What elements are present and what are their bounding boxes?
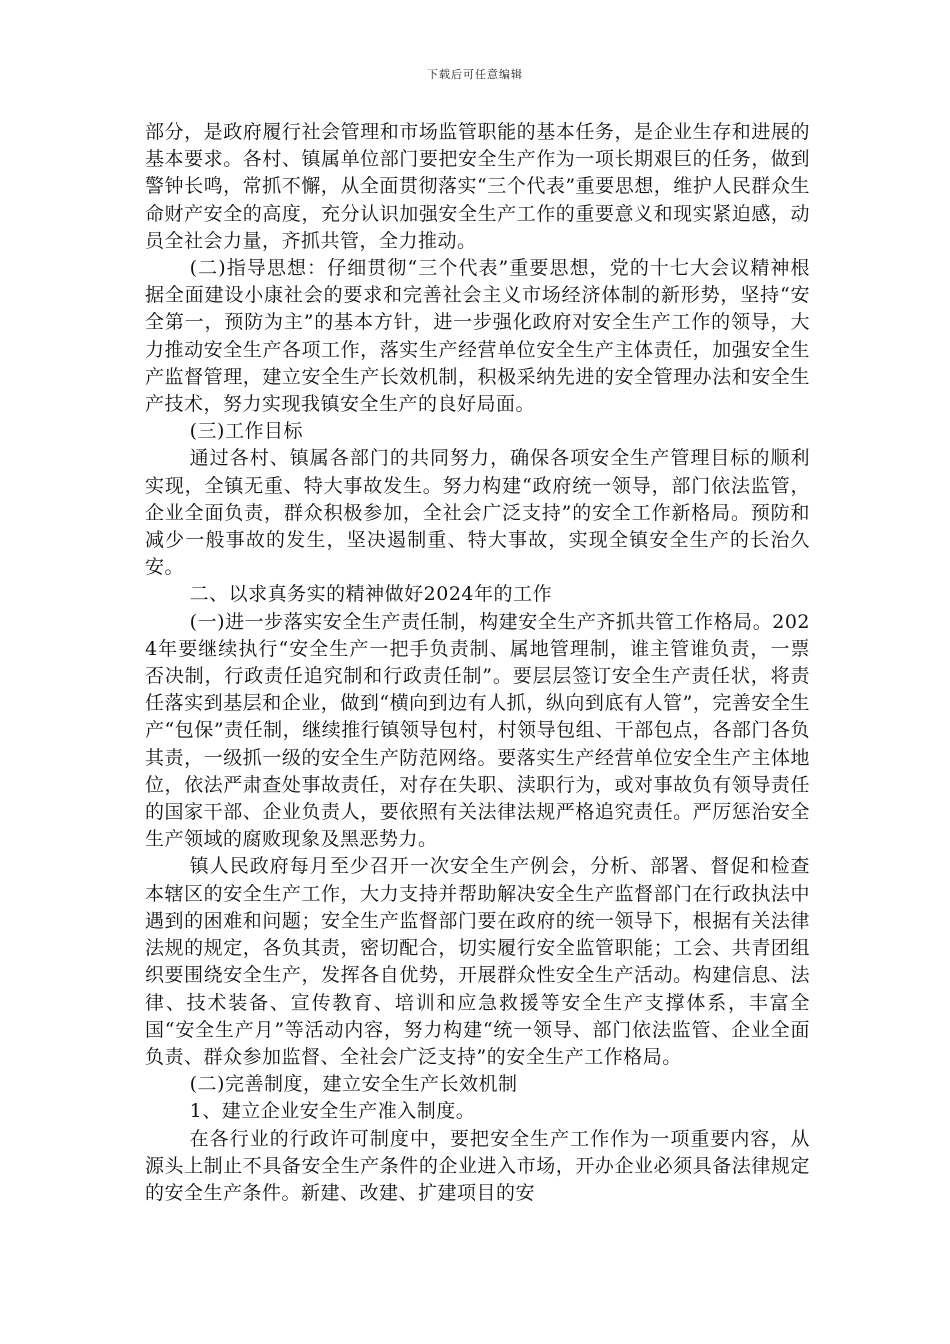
heading-improve-system: (二)完善制度，建立安全生产长效机制 xyxy=(189,1073,518,1096)
paragraph-work-goal: 通过各村、镇属各部门的共同努力，确保各项安全生产管理目标的顺利实现，全镇无重、特大事故发生。努力构建“政府统一领导，部门依法监管，企业全面负责，群众积极参加，全社会广泛支持”的安全工作新格局。预防和减少一般事故的发生，坚决遏制重、特大事故，实现全镇安全生产的长治久安。 xyxy=(145,447,810,579)
document-body xyxy=(145,119,810,1207)
section-heading-2: 二、以求真务实的精神做好2024年的工作 xyxy=(189,583,552,606)
subheading-access-system: 1、建立企业安全生产准入制度。 xyxy=(189,1100,476,1123)
paragraph-government-meeting: 镇人民政府每月至少召开一次安全生产例会，分析、部署、督促和检查本辖区的安全生产工作，大力支持并帮助解决安全生产监督部门在行政执法中遇到的困难和问题；安全生产监督部门要在政府的统一领导下，根据有关法律法规的规定，各负其责，密切配合，切实履行安全监管职能；工会、共青团组织要围绕安全生产，发挥各自优势，开展群众性安全生产活动。构建信息、法律、技术装备、宣传教育、培训和应急救援等安全生产支撑体系，丰富全国“安全生产月”等活动内容，努力构建“统一领导、部门依法监管、企业全面负责、群众参加监督、全社会广泛支持”的安全生产工作格局。 xyxy=(145,855,810,1068)
heading-work-goal: (三)工作目标 xyxy=(189,420,303,443)
paragraph-responsibility: (一)进一步落实安全生产责任制，构建安全生产齐抓共管工作格局。2024年要继续执行“安全生产一把手负责制、属地管理制，谁主管谁负责，一票否决制，行政责任追究制和行政责任制”。要层层签订安全生产责任状，将责任落实到基层和企业，做到“横向到边有人抓，纵向到底有人管”，完善安全生产“包保”责任制，继续推行镇领导包村，村领导包组、干部包点，各部门各负其责，一级抓一级的安全生产防范网络。要落实生产经营单位安全生产主体地位，依法严肃查处事故责任，对存在失职、渎职行为，或对事故负有领导责任的国家干部、企业负责人，要依照有关法律法规严格追究责任。严厉惩治安全生产领域的腐败现象及黑恶势力。 xyxy=(145,610,810,851)
paragraph-administrative-license: 在各行业的行政许可制度中，要把安全生产工作作为一项重要内容，从源头上制止不具备安全生产条件的企业进入市场，开办企业必须具备法律规定的安全生产条件。新建、改建、扩建项目的安 xyxy=(145,1127,810,1204)
paragraph-guiding-thought: (二)指导思想：仔细贯彻“三个代表”重要思想，党的十七大会议精神根据全面建设小康社会的要求和完善社会主义市场经济体制的新形势，坚持“安全第一，预防为主”的基本方针，进一步强化政府对安全生产工作的领导，大力推动安全生产各项工作，落实生产经营单位安全生产主体责任，加强安全生产监督管理，建立安全生产长效机制，积极采纳先进的安全管理办法和安全生产技术，努力实现我镇安全生产的良好局面。 xyxy=(145,257,810,416)
paragraph-1: 部分，是政府履行社会管理和市场监管职能的基本任务，是企业生存和进展的基本要求。各村、镇属单位部门要把安全生产作为一项长期艰巨的任务，做到警钟长鸣，常抓不懈，从全面贯彻落实“三个代表”重要思想，维护人民群众生命财产安全的高度，充分认识加强安全生产工作的重要意义和现实紧迫感，动员全社会力量，齐抓共管，全力推动。 xyxy=(145,121,810,252)
download-note: 下载后可任意编辑 xyxy=(427,68,523,81)
